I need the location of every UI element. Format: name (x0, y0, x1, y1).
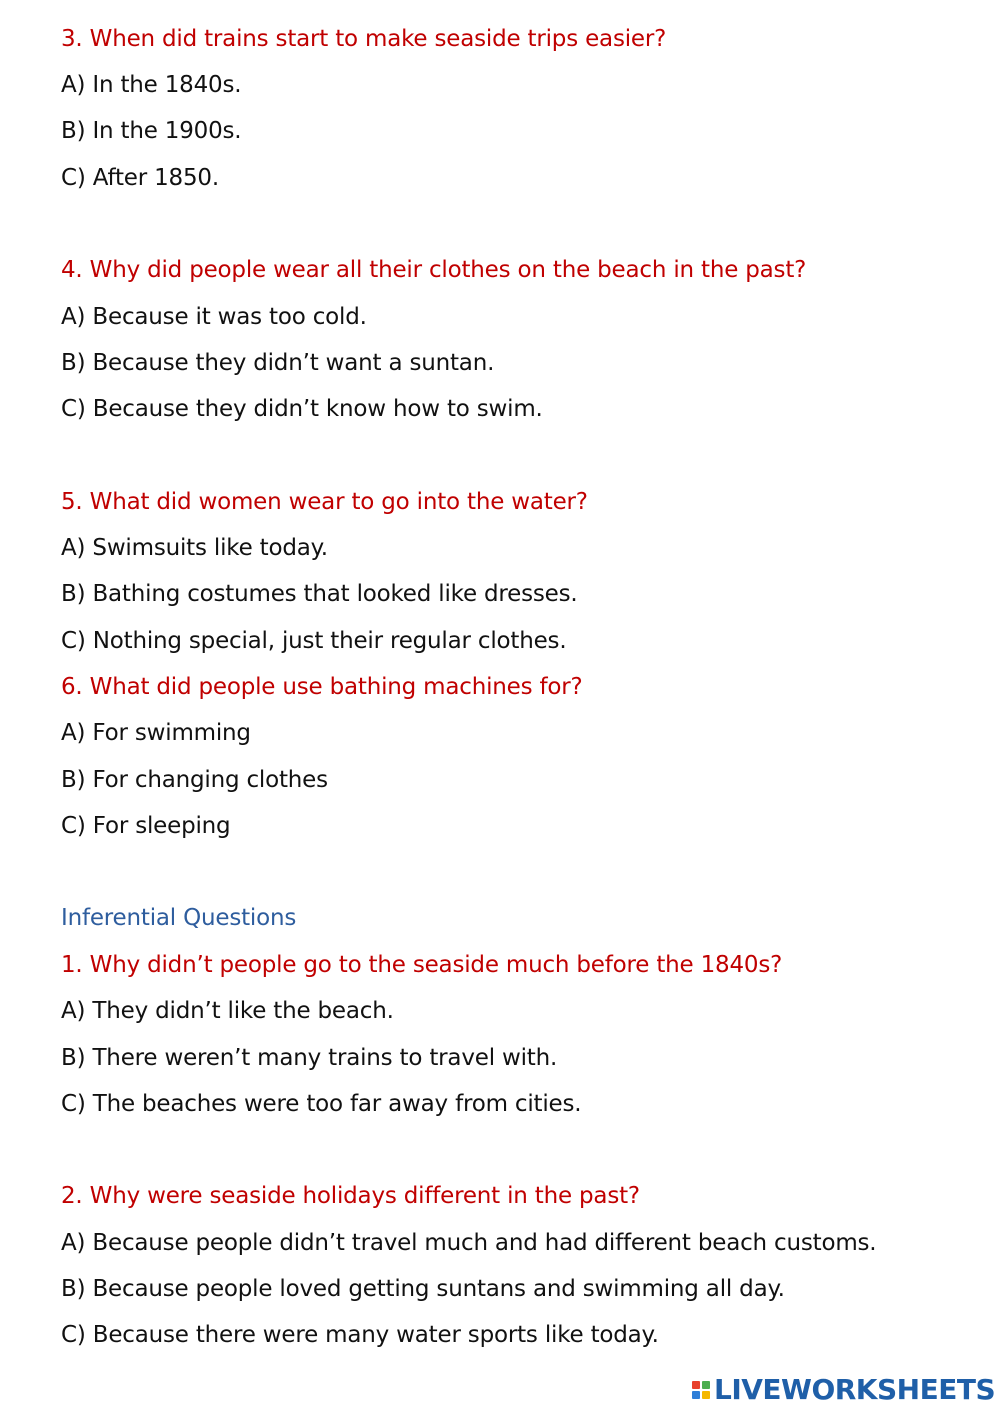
inferential-question-1: 1. Why didn’t people go to the seaside much before the 1840s? (61, 952, 783, 978)
inferential-question-2: 2. Why were seaside holidays different in the past? (61, 1183, 640, 1209)
logo-square-green (702, 1381, 710, 1389)
question-3-option-b: B) In the 1900s. (61, 118, 242, 144)
liveworksheets-wordmark: LIVEWORKSHEETS (714, 1373, 996, 1406)
question-5-option-b: B) Bathing costumes that looked like dresses. (61, 581, 578, 607)
question-4-option-c: C) Because they didn’t know how to swim. (61, 396, 543, 422)
question-3-option-c: C) After 1850. (61, 165, 219, 191)
inferential-question-2-option-b: B) Because people loved getting suntans and swimming all day. (61, 1276, 785, 1302)
question-4-option-b: B) Because they didn’t want a suntan. (61, 350, 495, 376)
question-5-option-c: C) Nothing special, just their regular clothes. (61, 628, 567, 654)
inferential-question-1-option-c: C) The beaches were too far away from cities. (61, 1091, 582, 1117)
inferential-question-1-option-b: B) There weren’t many trains to travel with. (61, 1045, 558, 1071)
question-4-option-a: A) Because it was too cold. (61, 304, 367, 330)
logo-square-red (692, 1381, 700, 1389)
section-heading-inferential: Inferential Questions (61, 905, 297, 931)
inferential-question-2-option-c: C) Because there were many water sports like today. (61, 1322, 659, 1348)
liveworksheets-brand (692, 1373, 995, 1407)
question-3: 3. When did trains start to make seaside trips easier? (61, 26, 667, 52)
question-6: 6. What did people use bathing machines for? (61, 674, 583, 700)
inferential-question-1-option-a: A) They didn’t like the beach. (61, 998, 394, 1024)
question-4: 4. Why did people wear all their clothes on the beach in the past? (61, 257, 807, 283)
liveworksheets-logo-icon (692, 1381, 710, 1399)
question-6-option-b: B) For changing clothes (61, 767, 328, 793)
inferential-question-2-option-a: A) Because people didn’t travel much and had different beach customs. (61, 1230, 877, 1256)
question-3-option-a: A) In the 1840s. (61, 72, 242, 98)
question-6-option-a: A) For swimming (61, 720, 251, 746)
logo-square-blue (692, 1391, 700, 1399)
logo-square-yellow (702, 1391, 710, 1399)
question-5: 5. What did women wear to go into the water? (61, 489, 588, 515)
question-5-option-a: A) Swimsuits like today. (61, 535, 328, 561)
question-6-option-c: C) For sleeping (61, 813, 231, 839)
